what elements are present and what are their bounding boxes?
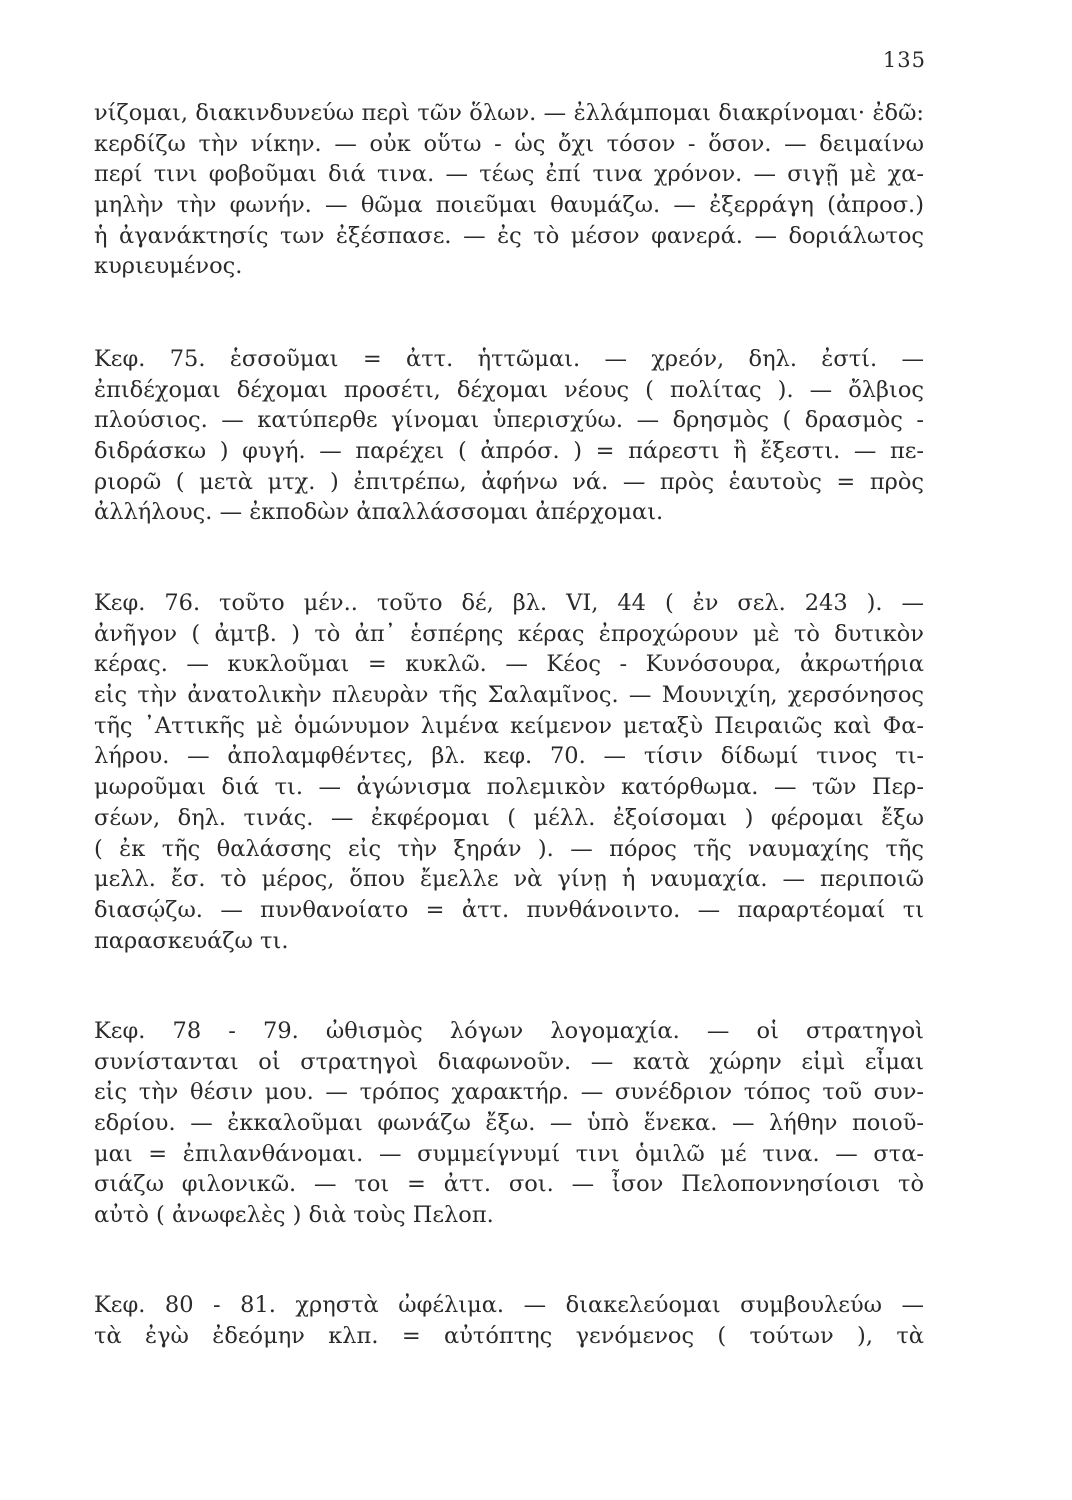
text-line: κερδίζω τὴν νίκην. — οὐκ οὕτω - ὡς ὄχι τόσον - ὅσον. — δειμαίνω (94, 130, 924, 157)
text-line: μαι = ἐπιλανθάνομαι. — συμμείγνυμί τινι ὁμιλῶ μέ τινα. — στα- (94, 1140, 924, 1167)
text-line: εδρίου. — ἐκκαλοῦμαι φωνάζω ἔξω. — ὑπὸ ἕνεκα. — λήθην ποιοῦ- (94, 1110, 924, 1137)
text-line: ἡ ἀγανάκτησίς των ἐξέσπασε. — ἐς τὸ μέσον φανερά. — δοριάλωτος (94, 222, 924, 249)
text-line: εἰς τὴν ἀνατολικὴν πλευρὰν τῆς Σαλαμῖνος. — Μουνιχίη, χερσόνησος (94, 682, 924, 709)
text-line: πλούσιος. — κατύπερθε γίνομαι ὑπερισχύω. — δρησμὸς ( δρασμὸς - (94, 407, 924, 434)
text-line: συνίστανται οἱ στρατηγοὶ διαφωνοῦν. — κατὰ χώρην εἰμὶ εἶμαι (94, 1048, 924, 1075)
text-line: ( ἐκ τῆς θαλάσσης εἰς τὴν ξηράν ). — πόρος τῆς ναυμαχίης τῆς (94, 835, 924, 862)
paragraph-1 (94, 98, 924, 282)
text-line: κέρας. — κυκλοῦμαι = κυκλῶ. — Κέος - Κυνόσουρα, ἀκρωτήρια (94, 651, 924, 678)
text-line: περί τινι φοβοῦμαι διά τινα. — τέως ἐπί τινα χρόνον. — σιγῇ μὲ χα- (94, 161, 924, 188)
paragraph-4 (94, 1016, 924, 1231)
text-line: παρασκευάζω τι. (94, 927, 289, 954)
page-number: 135 (882, 48, 926, 72)
text-line: ἐπιδέχομαι δέχομαι προσέτι, δέχομαι νέους ( πολίτας ). — ὄλβιος (94, 376, 924, 403)
paragraph-3 (94, 588, 924, 956)
text-line: νίζομαι, διακινδυνεύω περὶ τῶν ὅλων. — ἐλλάμπομαι διακρίνομαι· ἐδῶ: (94, 100, 924, 126)
text-line: σέων, δηλ. τινάς. — ἐκφέρομαι ( μέλλ. ἐξοίσομαι ) φέρομαι ἔξω (94, 804, 924, 831)
text-line: τὰ ἐγὼ ἐδεόμην κλπ. = αὐτόπτης γενόμενος ( τούτων ), τὰ (94, 1322, 924, 1349)
text-line: ἀλλήλους. — ἐκποδὼν ἀπαλλάσσομαι ἀπέρχομαι. (94, 499, 664, 526)
text-line: εἰς τὴν θέσιν μου. — τρόπος χαρακτήρ. — συνέδριον τόπος τοῦ συν- (94, 1079, 924, 1106)
text-line: διασῴζω. — πυνθανοίατο = ἀττ. πυνθάνοιντο. — παραρτέομαί τι (94, 896, 924, 923)
text-line: μωροῦμαι διά τι. — ἀγώνισμα πολεμικὸν κατόρθωμα. — τῶν Περ- (94, 774, 924, 801)
text-line: λήρου. — ἀπολαμφθέντες, βλ. κεφ. 70. — τίσιν δίδωμί τινος τι- (94, 743, 924, 770)
text-line: κυριευμένος. (94, 253, 243, 280)
text-line: διδράσκω ) φυγή. — παρέχει ( ἀπρόσ. ) = πάρεστι ἢ ἔξεστι. — πε- (94, 438, 924, 465)
text-line: ἀνῆγον ( ἀμτβ. ) τὸ ἀπ᾽ ἑσπέρης κέρας ἐπροχώρουν μὲ τὸ δυτικὸν (94, 620, 924, 647)
text-line: Κεφ. 78 - 79. ὠθισμὸς λόγων λογομαχία. — οἱ στρατηγοὶ (94, 1018, 924, 1044)
text-line: μηλὴν τὴν φωνήν. — θῶμα ποιεῦμαι θαυμάζω. — ἐξερράγη (ἀπροσ.) (94, 192, 924, 219)
text-line: αὐτὸ ( ἀνωφελὲς ) διὰ τοὺς Πελοπ. (94, 1202, 494, 1229)
text-line: Κεφ. 80 - 81. χρηστὰ ὠφέλιμα. — διακελεύομαι συμβουλεύω — (94, 1292, 924, 1318)
text-line: σιάζω φιλονικῶ. — τοι = ἀττ. σοι. — ἶσον Πελοποννησίοισι τὸ (94, 1171, 924, 1198)
text-line: Κεφ. 75. ἑσσοῦμαι = ἀττ. ἡττῶμαι. — χρεόν, δηλ. ἐστί. — (94, 346, 924, 372)
text-line: ριορῶ ( μετὰ μτχ. ) ἐπιτρέπω, ἀφήνω νά. — πρὸς ἑαυτοὺς = πρὸς (94, 468, 924, 495)
text-line: τῆς ᾿Αττικῆς μὲ ὁμώνυμον λιμένα κείμενον μεταξὺ Πειραιῶς καὶ Φα- (94, 712, 924, 739)
text-line: Κεφ. 76. τοῦτο μέν.. τοῦτο δέ, βλ. VI, 44 ( ἐν σελ. 243 ). — (94, 590, 924, 616)
paragraph-5 (94, 1290, 924, 1351)
paragraph-2 (94, 344, 924, 528)
text-line: μελλ. ἔσ. τὸ μέρος, ὅπου ἔμελλε νὰ γίνῃ ἡ ναυμαχία. — περιποιῶ (94, 866, 924, 893)
